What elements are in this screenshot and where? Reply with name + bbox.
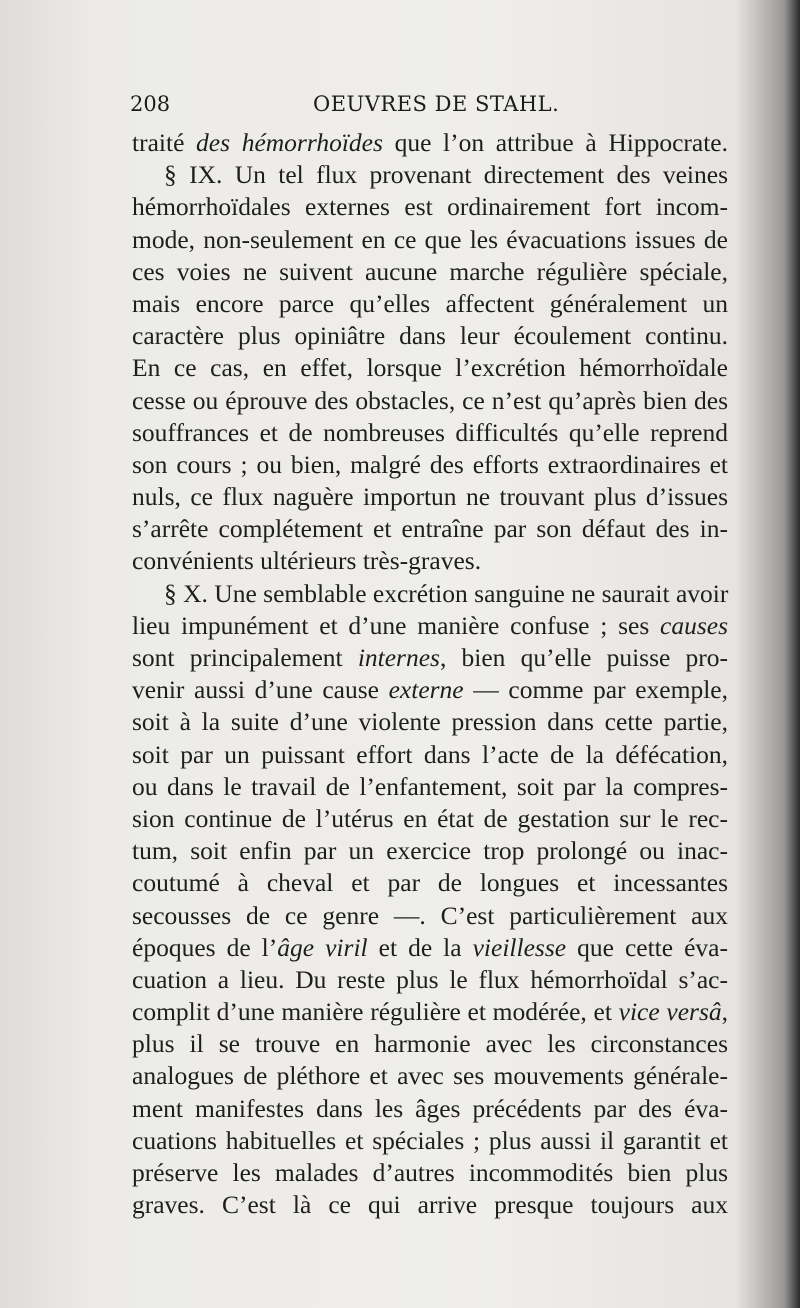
text-line: lieu impunément et d’une manière confuse ; ses causes (132, 610, 728, 640)
text-line: sion continue de l’utérus en état de gestation sur le rec- (132, 803, 728, 833)
text-line: nuls, ce flux naguère importun ne trouvant plus d’issues (132, 482, 728, 512)
text-line: ces voies ne suivent aucune marche régulière spéciale, (132, 256, 728, 286)
text-line: graves. C’est là ce qui arrive presque toujours aux (132, 1190, 728, 1220)
text-line: souffrances et de nombreuses difficultés qu’elle reprend (132, 417, 728, 447)
text-line: s’arrête complétement et entraîne par son défaut des in- (132, 514, 728, 544)
text-line: convénients ultérieurs très-graves. (132, 546, 482, 576)
text-line: caractère plus opiniâtre dans leur écoulement continu. (132, 321, 728, 351)
text-line: cuations habituelles et spéciales ; plus aussi il garantit et (132, 1125, 728, 1155)
page-header (130, 88, 730, 122)
page-number: 208 (130, 92, 171, 116)
body-text (132, 127, 728, 1221)
text-line: tum, soit enfin par un exercice trop prolongé ou inac- (132, 836, 728, 866)
text-line: mais encore parce qu’elles affectent généralement un (132, 288, 728, 318)
text-line: préserve les malades d’autres incommodités bien plus (132, 1158, 728, 1187)
text-line: ment manifestes dans les âges précédents par des éva- (132, 1093, 728, 1123)
text-line: secousses de ce genre —. C’est particulièrement aux (132, 900, 728, 930)
text-line: plus il se trouve en harmonie avec les circonstances (132, 1029, 728, 1059)
text-line: venir aussi d’une cause externe — comme par exemple, (132, 675, 728, 705)
text-line: sont principalement internes, bien qu’elle puisse pro- (132, 643, 728, 672)
text-line: traité des hémorrhoïdes que l’on attribue à Hippocrate. (132, 128, 728, 157)
text-line: complit d’une manière régulière et modérée, et vice versâ, (132, 997, 728, 1027)
text-line: cuation a lieu. Du reste plus le flux hémorrhoïdal s’ac- (132, 964, 728, 994)
text-line: mode, non-seulement en ce que les évacuations issues de (132, 224, 728, 254)
text-line: ou dans le travail de l’enfantement, soit par la compres- (132, 771, 728, 801)
text-line: analogues de pléthore et avec ses mouvements générale- (132, 1061, 728, 1091)
text-line: § X. Une semblable excrétion sanguine ne saurait avoir (164, 578, 729, 608)
text-line: son cours ; ou bien, malgré des efforts extraordinaires et (132, 449, 728, 479)
text-line: coutumé à cheval et par de longues et incessantes (132, 868, 728, 898)
text-line: soit par un puissant effort dans l’acte de la défécation, (132, 739, 728, 769)
text-line: époques de l’âge viril et de la vieillesse que cette éva- (132, 932, 728, 962)
text-line: hémorrhoïdales externes est ordinairement fort incom- (132, 192, 728, 222)
text-line: soit à la suite d’une violente pression dans cette partie, (132, 707, 728, 737)
text-line: § IX. Un tel flux provenant directement des veines (164, 160, 728, 190)
text-line: En ce cas, en effet, lorsque l’excrétion hémorrhoïdale (132, 353, 728, 383)
text-line: cesse ou éprouve des obstacles, ce n’est qu’après bien des (132, 385, 728, 415)
running-title: OEUVRES DE STAHL. (313, 92, 560, 116)
